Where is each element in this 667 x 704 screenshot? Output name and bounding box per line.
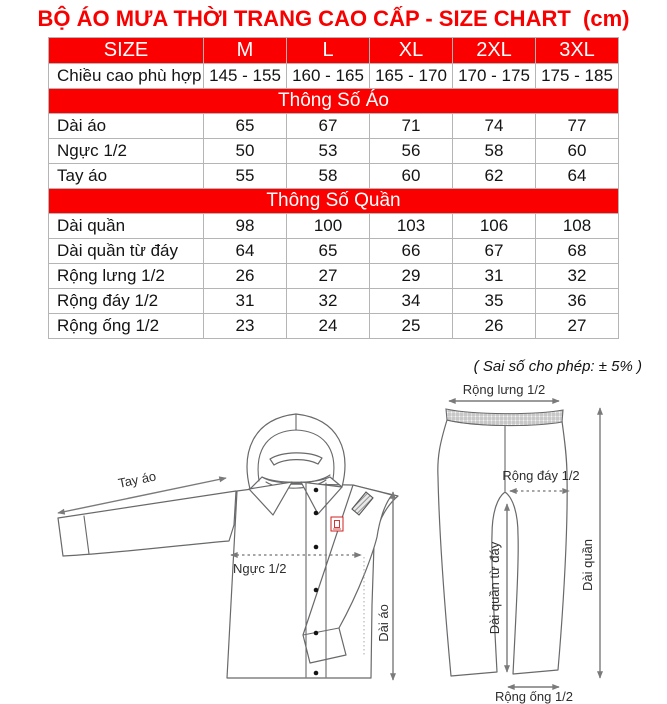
value-cell: 60 [370, 164, 453, 189]
section-header-row [49, 189, 619, 214]
value-cell: 100 [287, 214, 370, 239]
value-cell: 175 - 185 [536, 64, 619, 89]
value-cell: 24 [287, 314, 370, 339]
value-cell: 160 - 165 [287, 64, 370, 89]
value-cell: 68 [536, 239, 619, 264]
value-cell: 34 [370, 289, 453, 314]
size-header-cell: SIZE [49, 38, 204, 64]
section-header-row [49, 89, 619, 114]
tolerance-note: ( Sai số cho phép: ± 5% ) [473, 358, 642, 375]
value-cell: 64 [204, 239, 287, 264]
measurement-row [49, 114, 619, 139]
value-cell: 31 [204, 289, 287, 314]
row-label: Ngực 1/2 [49, 139, 204, 164]
value-cell: 77 [536, 114, 619, 139]
value-cell: 23 [204, 314, 287, 339]
pants-drawing [438, 385, 600, 704]
value-cell: 35 [453, 289, 536, 314]
size-header-cell: L [287, 38, 370, 64]
value-cell: 50 [204, 139, 287, 164]
row-label: Tay áo [49, 164, 204, 189]
measurement-row [49, 264, 619, 289]
measurement-row [49, 139, 619, 164]
size-header-cell: 3XL [536, 38, 619, 64]
size-header-cell: XL [370, 38, 453, 64]
size-header-cell: 2XL [453, 38, 536, 64]
value-cell: 60 [536, 139, 619, 164]
value-cell: 32 [287, 289, 370, 314]
size-header-cell: M [204, 38, 287, 64]
row-label: Dài áo [49, 114, 204, 139]
hem-label: Rộng ống 1/2 [494, 689, 574, 704]
section-title: Thông Số Quần [49, 189, 619, 214]
row-label: Rộng lưng 1/2 [49, 264, 204, 289]
value-cell: 71 [370, 114, 453, 139]
page-title: BỘ ÁO MƯA THỜI TRANG CAO CẤP - SIZE CHART (cm) [37, 6, 630, 31]
value-cell: 26 [453, 314, 536, 339]
value-cell: 145 - 155 [204, 64, 287, 89]
row-label: Rộng ống 1/2 [49, 314, 204, 339]
value-cell: 32 [536, 264, 619, 289]
size-table [48, 37, 619, 339]
value-cell: 58 [287, 164, 370, 189]
inseam-label: Dài quần từ đáy [487, 541, 502, 635]
value-cell: 66 [370, 239, 453, 264]
measurement-row [49, 239, 619, 264]
value-cell: 27 [287, 264, 370, 289]
jacket-drawing [58, 414, 398, 680]
value-cell: 67 [453, 239, 536, 264]
value-cell: 103 [370, 214, 453, 239]
value-cell: 64 [536, 164, 619, 189]
pants-body [438, 420, 567, 676]
value-cell: 53 [287, 139, 370, 164]
value-cell: 98 [204, 214, 287, 239]
value-cell: 108 [536, 214, 619, 239]
size-header-row [49, 38, 619, 64]
fit-height-row [49, 64, 619, 89]
value-cell: 165 - 170 [370, 64, 453, 89]
value-cell: 27 [536, 314, 619, 339]
value-cell: 25 [370, 314, 453, 339]
value-cell: 31 [453, 264, 536, 289]
pants-waistband [446, 409, 563, 426]
row-label: Dài quần từ đáy [49, 239, 204, 264]
value-cell: 36 [536, 289, 619, 314]
value-cell: 58 [453, 139, 536, 164]
measurement-row [49, 214, 619, 239]
waist-label: Rộng lưng 1/2 [462, 385, 546, 397]
value-cell: 29 [370, 264, 453, 289]
value-cell: 26 [204, 264, 287, 289]
value-cell: 74 [453, 114, 536, 139]
value-cell: 106 [453, 214, 536, 239]
sleeve-label: Tay áo [116, 468, 158, 491]
value-cell: 56 [370, 139, 453, 164]
measurement-row [49, 289, 619, 314]
row-label: Chiều cao phù hợp [49, 64, 204, 89]
jacket-length-label: Dài áo [376, 604, 391, 642]
value-cell: 55 [204, 164, 287, 189]
value-cell: 62 [453, 164, 536, 189]
seat-label: Rộng đáy 1/2 [502, 468, 580, 483]
row-label: Dài quần [49, 214, 204, 239]
row-label: Rộng đáy 1/2 [49, 289, 204, 314]
measurement-row [49, 314, 619, 339]
chest-logo [331, 517, 343, 531]
pants-length-label: Dài quần [580, 538, 595, 592]
chest-label: Ngực 1/2 [233, 561, 287, 576]
garment-diagram [0, 385, 667, 704]
value-cell: 170 - 175 [453, 64, 536, 89]
value-cell: 65 [287, 239, 370, 264]
value-cell: 67 [287, 114, 370, 139]
section-title: Thông Số Áo [49, 89, 619, 114]
measurement-row [49, 164, 619, 189]
value-cell: 65 [204, 114, 287, 139]
